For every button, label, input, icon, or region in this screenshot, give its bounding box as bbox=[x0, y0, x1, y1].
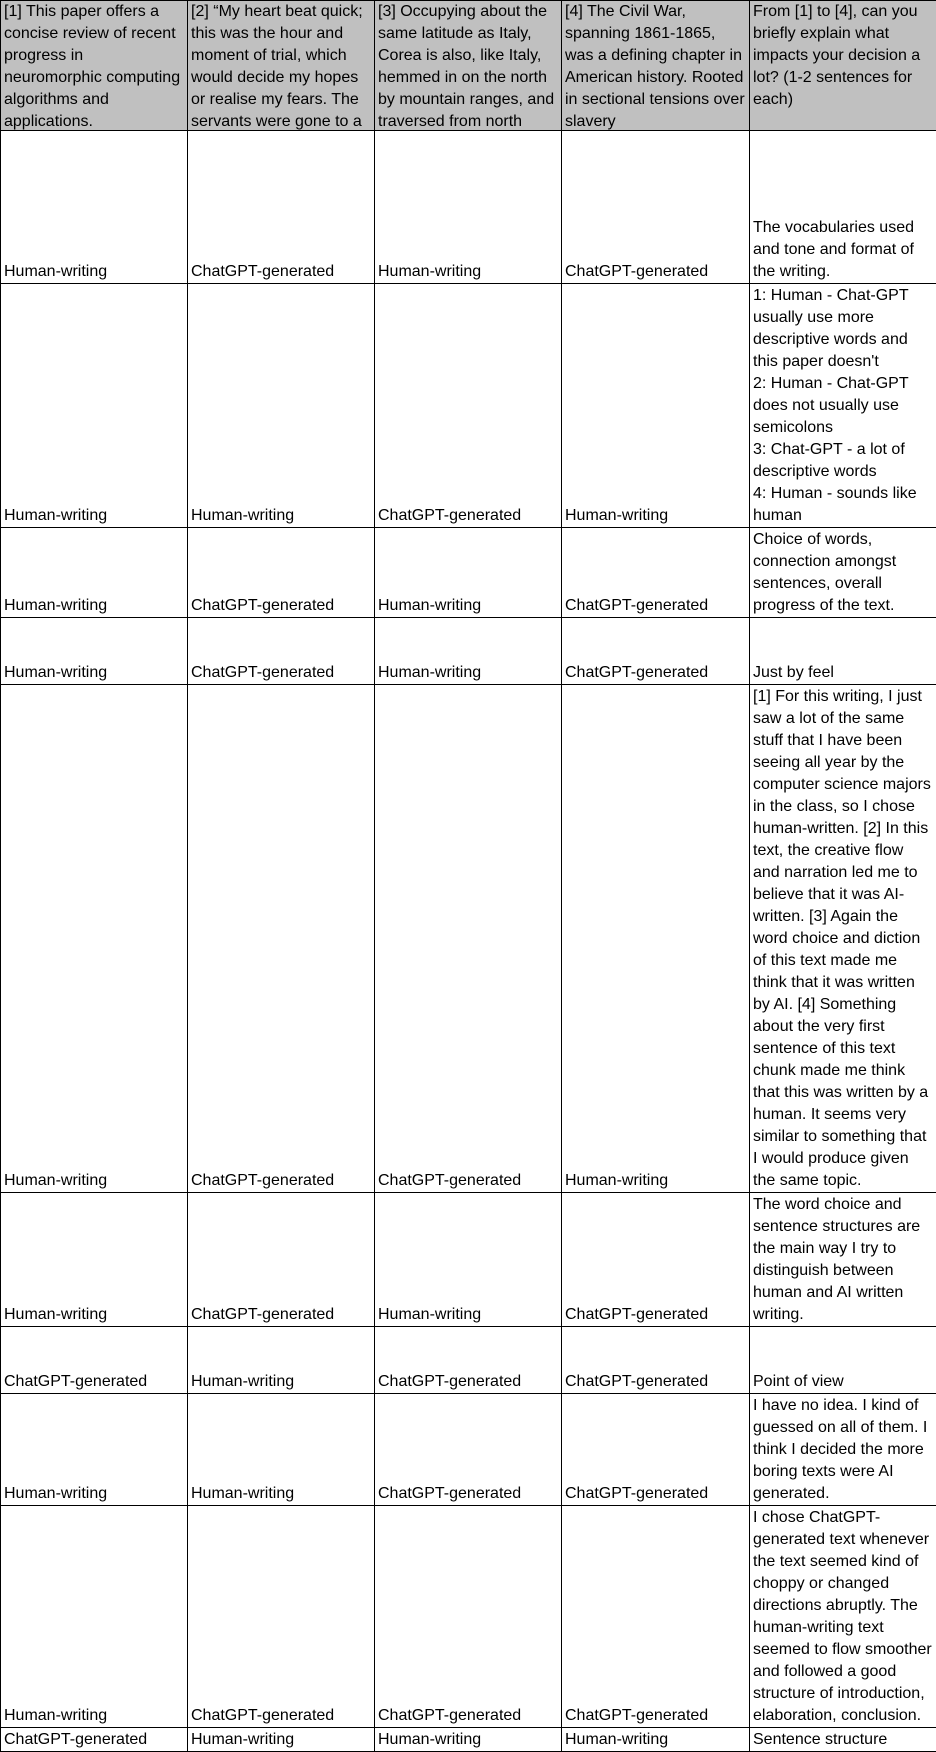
answer-cell: ChatGPT-generated bbox=[562, 618, 750, 685]
explanation-text: Just by feel bbox=[753, 662, 934, 684]
answer-cell: ChatGPT-generated bbox=[562, 1193, 750, 1327]
explanation-text: Sentence structure bbox=[753, 1729, 934, 1751]
answer-cell: ChatGPT-generated bbox=[562, 1394, 750, 1506]
answer-cell: Human-writing bbox=[1, 131, 188, 284]
answer-cell: ChatGPT-generated bbox=[562, 528, 750, 618]
header-cell-text-1 bbox=[1, 1, 188, 131]
table-body bbox=[1, 131, 936, 1752]
table-row bbox=[1, 618, 936, 685]
explanation-cell bbox=[750, 1394, 936, 1506]
answer-cell: Human-writing bbox=[375, 131, 562, 284]
answer-cell: ChatGPT-generated bbox=[562, 131, 750, 284]
table-row bbox=[1, 131, 936, 284]
explanation-cell bbox=[750, 685, 936, 1193]
answer-cell: ChatGPT-generated bbox=[375, 685, 562, 1193]
answer-cell: Human-writing bbox=[562, 1728, 750, 1752]
explanation-text: 4: Human - sounds like human bbox=[753, 483, 934, 527]
explanation-cell bbox=[750, 528, 936, 618]
explanation-text: The word choice and sentence structures are the main way I try to distinguish between human and AI written writing. bbox=[753, 1194, 934, 1326]
answer-cell: ChatGPT-generated bbox=[375, 1394, 562, 1506]
answer-cell: Human-writing bbox=[375, 1193, 562, 1327]
answer-cell: Human-writing bbox=[1, 1506, 188, 1728]
explanation-text: [1] For this writing, I just saw a lot of the same stuff that I have been seeing all year by the computer science majors in the class, so I chose human-written. [2] In this text, the creative flow and narration led me to believe that it was AI-written. [3] Again the word choice and diction of this text made me think that it was written by AI. [4] Something about the very first sentence of this text chunk made me think that this was written by a human. It seems very similar to something that I would produce given the same topic. bbox=[753, 686, 934, 1192]
explanation-cell bbox=[750, 1728, 936, 1752]
header-cell-text-2 bbox=[188, 1, 375, 131]
answer-cell: Human-writing bbox=[1, 284, 188, 528]
answer-cell: Human-writing bbox=[562, 685, 750, 1193]
explanation-cell bbox=[750, 1193, 936, 1327]
answer-cell: ChatGPT-generated bbox=[375, 284, 562, 528]
table-row bbox=[1, 1394, 936, 1506]
header-text: [1] This paper offers a concise review of recent progress in neuromorphic computing algorithms and applications. bbox=[4, 1, 183, 130]
answer-cell: ChatGPT-generated bbox=[188, 618, 375, 685]
explanation-cell bbox=[750, 1506, 936, 1728]
answer-cell: Human-writing bbox=[1, 528, 188, 618]
header-cell-text-3 bbox=[375, 1, 562, 131]
answer-cell: ChatGPT-generated bbox=[562, 1506, 750, 1728]
answer-cell: ChatGPT-generated bbox=[188, 1506, 375, 1728]
answer-cell: ChatGPT-generated bbox=[188, 131, 375, 284]
header-cell-question bbox=[750, 1, 936, 131]
answer-cell: Human-writing bbox=[375, 528, 562, 618]
answer-cell: Human-writing bbox=[375, 1728, 562, 1752]
answer-cell: ChatGPT-generated bbox=[188, 528, 375, 618]
answer-cell: Human-writing bbox=[188, 1394, 375, 1506]
answer-cell: Human-writing bbox=[1, 1193, 188, 1327]
answer-cell: Human-writing bbox=[562, 284, 750, 528]
table-row bbox=[1, 528, 936, 618]
explanation-text: 1: Human - Chat-GPT usually use more descriptive words and this paper doesn't bbox=[753, 285, 934, 373]
header-cell-text-4 bbox=[562, 1, 750, 131]
table-row bbox=[1, 1728, 936, 1752]
answer-cell: Human-writing bbox=[1, 1394, 188, 1506]
answer-cell: ChatGPT-generated bbox=[562, 1327, 750, 1394]
explanation-text: 3: Chat-GPT - a lot of descriptive words bbox=[753, 439, 934, 483]
explanation-text: Choice of words, connection amongst sentences, overall progress of the text. bbox=[753, 529, 934, 617]
answer-cell: ChatGPT-generated bbox=[188, 1193, 375, 1327]
answer-cell: Human-writing bbox=[188, 284, 375, 528]
answer-cell: Human-writing bbox=[188, 1327, 375, 1394]
header-text: From [1] to [4], can you briefly explain what impacts your decision a lot? (1-2 sentences for each) bbox=[753, 1, 932, 130]
header-text: [2] “My heart beat quick; this was the hour and moment of trial, which would decide my hopes or realise my fears. The servants were gone to a bbox=[191, 1, 370, 130]
table-header bbox=[1, 1, 936, 131]
header-text: [3] Occupying about the same latitude as Italy, Corea is also, like Italy, hemmed in on the north by mountain ranges, and traversed from north bbox=[378, 1, 557, 130]
table-row bbox=[1, 284, 936, 528]
answer-cell: ChatGPT-generated bbox=[375, 1506, 562, 1728]
explanation-text: Point of view bbox=[753, 1371, 934, 1393]
table-row bbox=[1, 1327, 936, 1394]
table-row bbox=[1, 1506, 936, 1728]
answer-cell: ChatGPT-generated bbox=[375, 1327, 562, 1394]
explanation-cell bbox=[750, 1327, 936, 1394]
answer-cell: ChatGPT-generated bbox=[1, 1327, 188, 1394]
table-row bbox=[1, 685, 936, 1193]
explanation-text: I chose ChatGPT-generated text whenever the text seemed kind of choppy or changed directions abruptly. The human-writing text seemed to flow smoother and followed a good structure of introduction, elaboration, conclusion. bbox=[753, 1507, 934, 1727]
answer-cell: Human-writing bbox=[188, 1728, 375, 1752]
explanation-cell bbox=[750, 131, 936, 284]
answer-cell: ChatGPT-generated bbox=[188, 685, 375, 1193]
explanation-text: I have no idea. I kind of guessed on all of them. I think I decided the more boring texts were AI generated. bbox=[753, 1395, 934, 1505]
answer-cell: Human-writing bbox=[1, 685, 188, 1193]
header-text: [4] The Civil War, spanning 1861-1865, was a defining chapter in American history. Rooted in sectional tensions over slavery bbox=[565, 1, 745, 130]
answer-cell: Human-writing bbox=[1, 618, 188, 685]
header-row bbox=[1, 1, 936, 131]
explanation-text: The vocabularies used and tone and format of the writing. bbox=[753, 217, 934, 283]
explanation-cell bbox=[750, 284, 936, 528]
explanation-text: 2: Human - Chat-GPT does not usually use semicolons bbox=[753, 373, 934, 439]
answer-cell: ChatGPT-generated bbox=[1, 1728, 188, 1752]
table-row bbox=[1, 1193, 936, 1327]
explanation-cell bbox=[750, 618, 936, 685]
answer-cell: Human-writing bbox=[375, 618, 562, 685]
